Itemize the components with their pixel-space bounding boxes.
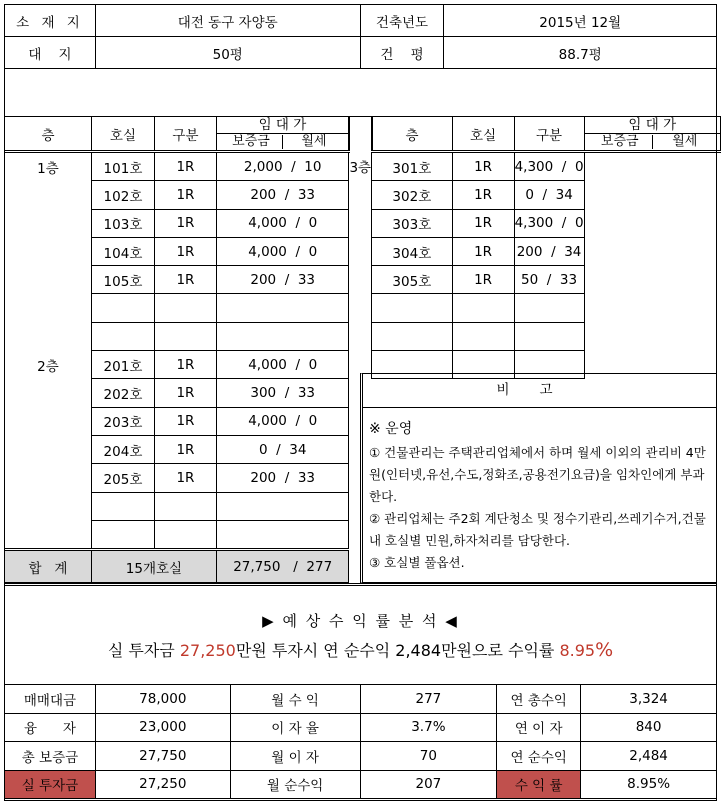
type-cell: 1R	[154, 209, 216, 237]
summary-table	[4, 684, 717, 799]
table-row	[5, 266, 721, 294]
table-row	[5, 322, 721, 350]
total-label: 합 계	[5, 550, 92, 583]
header-room: 호실	[91, 117, 154, 152]
floor-cell	[5, 237, 92, 265]
rent-cell: 4,000 / 0	[216, 351, 348, 379]
rent-cell: 0 / 34	[216, 435, 348, 463]
type-cell	[154, 492, 216, 520]
built-year-value: 2015년 12월	[444, 5, 717, 37]
land-value: 50평	[95, 37, 360, 69]
room-cell: 102호	[91, 181, 154, 209]
type-cell: 1R	[154, 351, 216, 379]
floor-cell	[5, 520, 92, 549]
type-cell-right: 1R	[452, 152, 514, 181]
rent-cell: 4,000 / 0	[216, 407, 348, 435]
summary-label: 월 순수익	[230, 770, 360, 799]
header-room-right: 호실	[452, 117, 514, 152]
room-cell: 205호	[91, 464, 154, 492]
type-cell-right: 1R	[452, 237, 514, 265]
floor-cell	[5, 379, 92, 407]
header-rent-right: 임 대 가	[584, 117, 720, 134]
floor-cell: 2층	[5, 351, 92, 379]
type-cell: 1R	[154, 237, 216, 265]
room-cell	[91, 294, 154, 322]
room-cell-right: 304호	[372, 237, 453, 265]
analysis-prefix: 실 투자금	[107, 641, 180, 660]
summary-value: 8.95%	[581, 770, 717, 799]
room-cell	[91, 492, 154, 520]
summary-label: 총 보증금	[5, 742, 96, 771]
room-cell: 101호	[91, 152, 154, 181]
summary-value: 207	[360, 770, 497, 799]
rent-cell: 200 / 33	[216, 181, 348, 209]
summary-label: 융 자	[5, 713, 96, 742]
rent-cell-right	[514, 322, 584, 350]
summary-value: 3.7%	[360, 713, 497, 742]
floor-cell-right	[349, 181, 372, 209]
type-cell	[154, 294, 216, 322]
rent-cell-right: 4,300 / 0	[514, 209, 584, 237]
summary-label: 월 이 자	[230, 742, 360, 771]
rent-cell: 4,000 / 0	[216, 209, 348, 237]
floor-area-label: 건 평	[360, 37, 444, 69]
rent-cell-right: 4,300 / 0	[514, 152, 584, 181]
rent-cell: 300 / 33	[216, 379, 348, 407]
rent-cell-right: 200 / 34	[514, 237, 584, 265]
floor-cell	[5, 209, 92, 237]
summary-value: 27,250	[95, 770, 230, 799]
summary-label: 연 이 자	[497, 713, 581, 742]
analysis-percent: %	[595, 639, 614, 661]
summary-label: 월 수 익	[230, 685, 360, 714]
type-cell: 1R	[154, 181, 216, 209]
summary-value: 277	[360, 685, 497, 714]
type-cell: 1R	[154, 435, 216, 463]
room-cell	[91, 322, 154, 350]
floor-cell-right	[349, 322, 372, 350]
floor-cell	[5, 266, 92, 294]
rent-cell	[216, 492, 348, 520]
summary-label: 이 자 율	[230, 713, 360, 742]
summary-label: 연 총수익	[497, 685, 581, 714]
summary-value: 70	[360, 742, 497, 771]
floor-cell-right	[349, 237, 372, 265]
built-year-label: 건축년도	[360, 5, 444, 37]
room-cell: 202호	[91, 379, 154, 407]
room-cell: 103호	[91, 209, 154, 237]
header-monthly: 월세	[672, 134, 698, 149]
total-rent: 27,750 / 277	[216, 550, 348, 583]
rent-cell: 2,000 / 10	[216, 152, 348, 181]
summary-value: 23,000	[95, 713, 230, 742]
floor-cell	[5, 492, 92, 520]
floor-cell-right: 3층	[349, 152, 372, 181]
rent-cell	[216, 294, 348, 322]
total-rooms: 15개호실	[91, 550, 216, 583]
rent-cell: 200 / 33	[216, 266, 348, 294]
notes-header: 비고	[363, 374, 716, 408]
rent-cell	[216, 520, 348, 549]
summary-row	[5, 742, 717, 771]
room-cell-right	[372, 294, 453, 322]
floor-cell	[5, 435, 92, 463]
analysis-rate: 8.95	[559, 641, 596, 660]
floor-cell	[5, 407, 92, 435]
analysis-title: ▶ 예 상 수 익 률 분 석 ◀	[262, 612, 459, 630]
yield-analysis	[4, 583, 717, 683]
floor-cell-right	[349, 266, 372, 294]
location-value: 대전 동구 자양동	[95, 5, 360, 37]
summary-value: 2,484	[581, 742, 717, 771]
rent-cell-right: 0 / 34	[514, 181, 584, 209]
room-cell-right: 303호	[372, 209, 453, 237]
rent-cell	[216, 322, 348, 350]
room-cell	[91, 520, 154, 549]
location-label: 소 재 지	[5, 5, 96, 37]
notes-box	[360, 373, 717, 583]
room-cell: 204호	[91, 435, 154, 463]
header-deposit-monthly-right	[584, 134, 720, 152]
property-info-table	[4, 4, 717, 69]
header-deposit: 보증금	[220, 135, 283, 149]
table-row	[5, 209, 721, 237]
type-cell: 1R	[154, 152, 216, 181]
header-rent: 임 대 가	[216, 117, 348, 134]
analysis-middle: 만원 투자시 연 순수익 2,484만원으로 수익률	[235, 641, 560, 660]
summary-row	[5, 713, 717, 742]
note-item-1: ① 건물관리는 주택관리업체에서 하며 월세 이외의 관리비 4만원(인터넷,유선,수도,정화조,공용전기요금)을 임차인에게 부과한다.	[369, 445, 706, 504]
floor-cell	[5, 464, 92, 492]
room-cell-right	[372, 322, 453, 350]
room-cell: 203호	[91, 407, 154, 435]
summary-label: 연 순수익	[497, 742, 581, 771]
type-cell-right: 1R	[452, 266, 514, 294]
note-item-2: ② 관리업체는 주2회 계단청소 및 정수기관리,쓰레기수거,건물내 호실별 민원,하자처리를 담당한다.	[369, 511, 706, 548]
floor-cell-right	[349, 209, 372, 237]
floor-cell: 1층	[5, 152, 92, 181]
table-row	[5, 152, 721, 181]
summary-row	[5, 685, 717, 714]
room-cell: 201호	[91, 351, 154, 379]
rent-cell: 200 / 33	[216, 464, 348, 492]
floor-cell	[5, 181, 92, 209]
header-deposit-monthly	[216, 134, 348, 152]
room-cell: 105호	[91, 266, 154, 294]
summary-value: 27,750	[95, 742, 230, 771]
note-item-3: ③ 호실별 풀옵션.	[369, 555, 465, 570]
rent-cell-right	[514, 294, 584, 322]
floor-area-value: 88.7평	[444, 37, 717, 69]
column-divider	[349, 117, 372, 152]
type-cell-right	[452, 322, 514, 350]
analysis-line	[4, 638, 717, 661]
room-cell-right: 305호	[372, 266, 453, 294]
summary-value: 3,324	[581, 685, 717, 714]
header-type-right: 구분	[514, 117, 584, 152]
analysis-invest: 27,250	[179, 641, 236, 660]
header-floor: 층	[5, 117, 92, 152]
floor-cell	[5, 294, 92, 322]
type-cell	[154, 322, 216, 350]
summary-label: 매매대금	[5, 685, 96, 714]
header-type: 구분	[154, 117, 216, 152]
type-cell-right: 1R	[452, 181, 514, 209]
land-label: 대 지	[5, 37, 96, 69]
type-cell: 1R	[154, 464, 216, 492]
room-cell: 104호	[91, 237, 154, 265]
summary-row	[5, 770, 717, 799]
table-row	[5, 294, 721, 322]
type-cell: 1R	[154, 379, 216, 407]
summary-label: 수 익 률	[497, 770, 581, 799]
floor-cell-right	[349, 294, 372, 322]
type-cell: 1R	[154, 266, 216, 294]
summary-label: 실 투자금	[5, 770, 96, 799]
type-cell-right	[452, 294, 514, 322]
summary-value: 78,000	[95, 685, 230, 714]
summary-value: 840	[581, 713, 717, 742]
type-cell	[154, 520, 216, 549]
type-cell-right: 1R	[452, 209, 514, 237]
table-row	[5, 181, 721, 209]
table-row	[5, 237, 721, 265]
rent-cell-right: 50 / 33	[514, 266, 584, 294]
type-cell: 1R	[154, 407, 216, 435]
rent-cell: 4,000 / 0	[216, 237, 348, 265]
header-deposit: 보증금	[588, 135, 653, 149]
notes-title: ※ 운영	[369, 421, 413, 437]
notes-body	[363, 408, 716, 574]
room-cell-right: 302호	[372, 181, 453, 209]
floor-cell	[5, 322, 92, 350]
header-monthly: 월세	[301, 134, 327, 149]
header-floor-right: 층	[372, 117, 453, 152]
room-cell-right: 301호	[372, 152, 453, 181]
